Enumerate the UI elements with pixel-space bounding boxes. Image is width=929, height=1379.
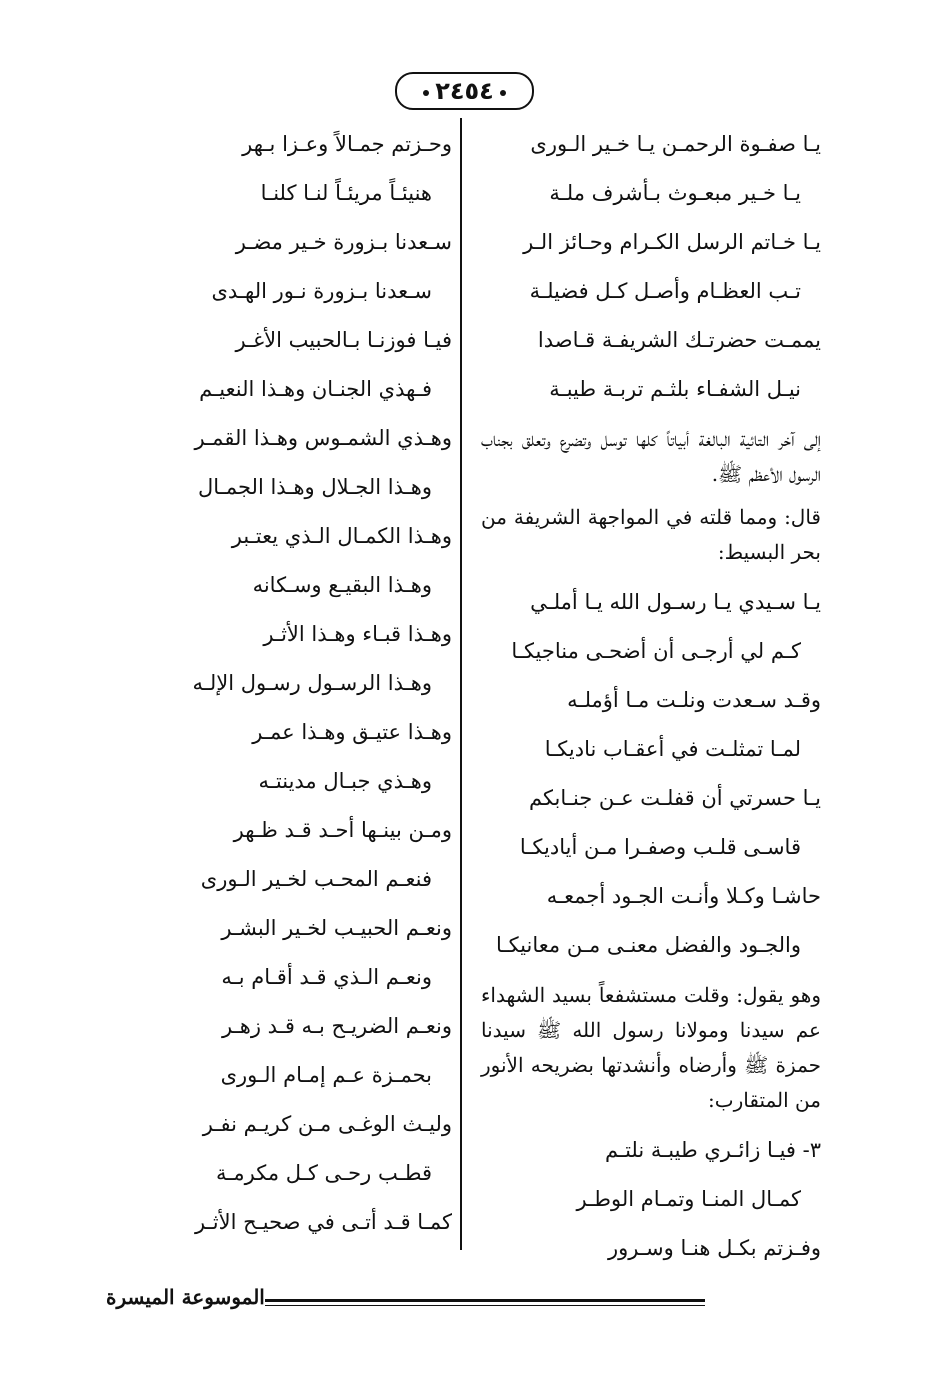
prose-paragraph: إلى آخر التائية البالغة أبياتاً كلها توسل وتضرع وتعلق بجناب الرسول الأعظم ﷺ. xyxy=(481,427,821,486)
page-footer xyxy=(100,1284,820,1310)
verse-line: تـب العظـام وأصـل كـل فضيلـة xyxy=(529,279,801,303)
verse-line: هنيئـاً مريئـاً لنـا كلنـا xyxy=(260,181,432,205)
ornament-dot-icon xyxy=(500,90,506,96)
verse-line: ومـن بينـها أحـد قـد ظـهر xyxy=(233,818,452,842)
verse-line: ونعـم الضريـح بـه قـد زهـر xyxy=(222,1014,452,1038)
verse-line: وليـث الوغـى مـن كريـم نفـر xyxy=(202,1112,452,1136)
verse-line: وهـذا الجـلال وهـذا الجمـال xyxy=(198,475,432,499)
verse-line: يممـت حضرتـك الشريفـة قـاصدا xyxy=(537,328,821,352)
verse-line: وهـذا قبـاء وهـذا الأثـر xyxy=(263,622,452,646)
verse-line: وحـزتم جمـالاً وعـزا بـهر xyxy=(242,132,452,156)
footer-book-title: الموسوعة الميسرة xyxy=(100,1284,265,1310)
verse-line: فـهذي الجنـان وهـذا النعيـم xyxy=(199,377,432,401)
verse-line: يـا خـاتم الرسل الكـرام وحـائز الـر xyxy=(523,230,821,254)
verse-line: ٣- فيـا زائـري طيبـة نلتـم xyxy=(604,1138,821,1162)
prose-paragraph: قال: ومما قلته في المواجهة الشريفة من بحر البسيط: xyxy=(481,505,821,564)
verse-line: وهـذي جبـال مدينتـه xyxy=(258,769,432,793)
ornament-dot-icon xyxy=(423,90,429,96)
right-column xyxy=(481,120,821,1273)
page-number-header xyxy=(0,72,929,110)
verse-line: كـم لي أرجـى أن أضحـى مناجيكـا xyxy=(511,639,801,663)
verse-line: وفـزتم بكـل هنـا وسـرور xyxy=(608,1236,821,1260)
verse-line: يـا حسرتي أن قفلـت عـن جنـابكم xyxy=(528,786,821,810)
verse-line: وهـذا الرسـول رسـول الإلـه xyxy=(192,671,432,695)
prose-paragraph: وهو يقول: وقلت مستشفعاً بسيد الشهداء عم سيدنا ومولانا رسول الله ﷺ سيدنا حمزة ﷺ وأرضاه وأنشدتها بضريحه الأنور من المتقارب: xyxy=(481,983,821,1112)
verse-line: فنعـم المحـب لخـير الـورى xyxy=(200,867,432,891)
verse-line: وهـذا الكمـال الـذي يعتـبر xyxy=(231,524,452,548)
verse-line: والجـود والفضل معنـى مـن معانيكـا xyxy=(496,933,801,957)
left-column xyxy=(110,120,452,1247)
verse-line: ونعـم الـذي قـد أقـام بـه xyxy=(221,965,432,989)
verse-line: فيـا فوزنـا بـالحبيب الأغـر xyxy=(235,328,452,352)
column-divider xyxy=(460,118,462,1250)
verse-line: قاسـى قلـب وصفـرا مـن أياديكـا xyxy=(519,835,801,859)
verse-line: كمـال المنـا وتمـام الوطـر xyxy=(576,1187,801,1211)
verse-line: وقـد سـعدت ونلـت مـا أؤملـه xyxy=(567,688,821,712)
verse-line: وهـذا عتيـق وهـذا عمـر xyxy=(252,720,452,744)
verse-line: يـا خـير مبعـوث بـأشرف ملـة xyxy=(549,181,801,205)
verse-line: سـعدنا بـزورة نـور الهـدى xyxy=(211,279,432,303)
verse-line: يـا صفـوة الرحمـن يـا خـير الـورى xyxy=(530,132,821,156)
verse-line: سـعدنا بـزورة خـير مضـر xyxy=(235,230,452,254)
verse-line: لمـا تمثلـت في أعقـاب ناديكـا xyxy=(544,737,801,761)
verse-line: ونعـم الحبيـب لخـير البشـر xyxy=(221,916,452,940)
verse-line: وهـذا البقيـع وسـكانه xyxy=(252,573,432,597)
verse-line: بحمـزة عـم إمـام الـورى xyxy=(220,1063,432,1087)
verse-line: نيـل الشفـاء بلثـم تربـة طيبـة xyxy=(549,377,801,401)
verse-line: حاشـا وكـلا وأنـت الجـود أجمعـه xyxy=(546,884,821,908)
verse-line: وهـذي الشمـوس وهـذا القمـر xyxy=(194,426,452,450)
verse-line: كمـا قـد أتـى في صحيـح الأثـر xyxy=(195,1210,452,1234)
verse-line: قطـب رحـى كـل مكرمـة xyxy=(216,1161,432,1185)
page-number-frame xyxy=(395,72,534,110)
page-number: ٢٤٥٤ xyxy=(435,77,494,105)
verse-line: يـا سـيدي يـا رسـول الله يـا أملـي xyxy=(530,590,821,614)
